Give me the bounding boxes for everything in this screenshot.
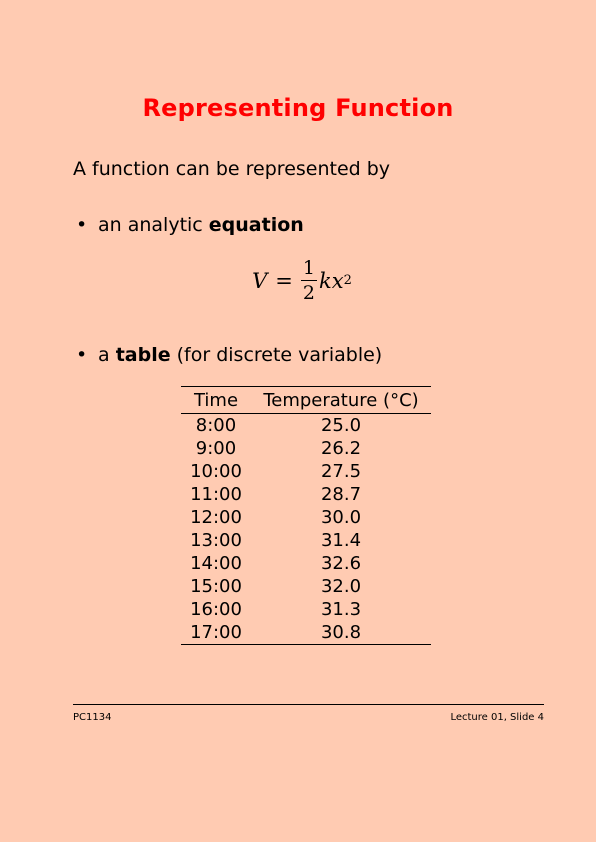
column-header-temperature: Temperature (°C)	[251, 387, 431, 414]
cell-time: 8:00	[195, 415, 237, 436]
fraction-denominator: 2	[302, 282, 315, 304]
equation	[0, 258, 596, 303]
footer-slide-number: Lecture 01, Slide 4	[450, 712, 544, 723]
cell-temperature: 26.2	[320, 438, 362, 459]
cell-temperature: 27.5	[320, 461, 362, 482]
bullet-marker: •	[76, 344, 88, 366]
equation-equals: =	[275, 268, 293, 293]
column-header-time: Time	[181, 387, 251, 414]
cell-temperature: 32.0	[320, 576, 362, 597]
table-row	[181, 460, 431, 483]
table-row	[181, 552, 431, 575]
cell-temperature: 31.4	[320, 530, 362, 551]
bullet-bold-word: table	[115, 344, 171, 366]
table-row	[181, 506, 431, 529]
cell-time: 15:00	[190, 576, 242, 597]
equation-lhs: V	[252, 268, 268, 293]
cell-temperature: 32.6	[320, 553, 362, 574]
intro-text: A function can be represented by	[73, 158, 391, 180]
table-row	[181, 598, 431, 621]
bullet-table	[76, 344, 382, 366]
equation-rhs: kx	[319, 268, 344, 293]
cell-time: 17:00	[181, 621, 251, 645]
fraction-numerator: 1	[302, 257, 315, 279]
bullet-prefix: a	[98, 344, 116, 366]
table-row	[181, 483, 431, 506]
bullet-equation	[76, 214, 304, 236]
bullet-bold-word: equation	[208, 214, 304, 236]
table-row	[181, 575, 431, 598]
cell-time: 11:00	[190, 484, 242, 505]
equation-exponent: 2	[343, 273, 352, 288]
table-row	[181, 529, 431, 552]
bullet-marker: •	[76, 214, 88, 236]
cell-time: 10:00	[190, 461, 242, 482]
cell-temperature: 31.3	[320, 599, 362, 620]
cell-temperature: 30.8	[251, 621, 431, 645]
bullet-prefix: an analytic	[98, 214, 209, 236]
cell-time: 16:00	[190, 599, 242, 620]
bullet-suffix: (for discrete variable)	[170, 344, 383, 366]
cell-time: 13:00	[190, 530, 242, 551]
cell-temperature: 25.0	[320, 415, 362, 436]
table-header-row	[181, 387, 431, 414]
table-row	[181, 414, 431, 438]
table-row	[181, 437, 431, 460]
footer-divider	[73, 704, 544, 705]
slide-title: Representing Function	[142, 94, 454, 122]
cell-time: 14:00	[190, 553, 242, 574]
cell-temperature: 30.0	[320, 507, 362, 528]
cell-temperature: 28.7	[320, 484, 362, 505]
equation-fraction	[301, 258, 317, 303]
table-row	[181, 621, 431, 645]
footer-course-code: PC1134	[73, 712, 112, 723]
cell-time: 12:00	[190, 507, 242, 528]
cell-time: 9:00	[195, 438, 237, 459]
temperature-table	[181, 386, 431, 645]
